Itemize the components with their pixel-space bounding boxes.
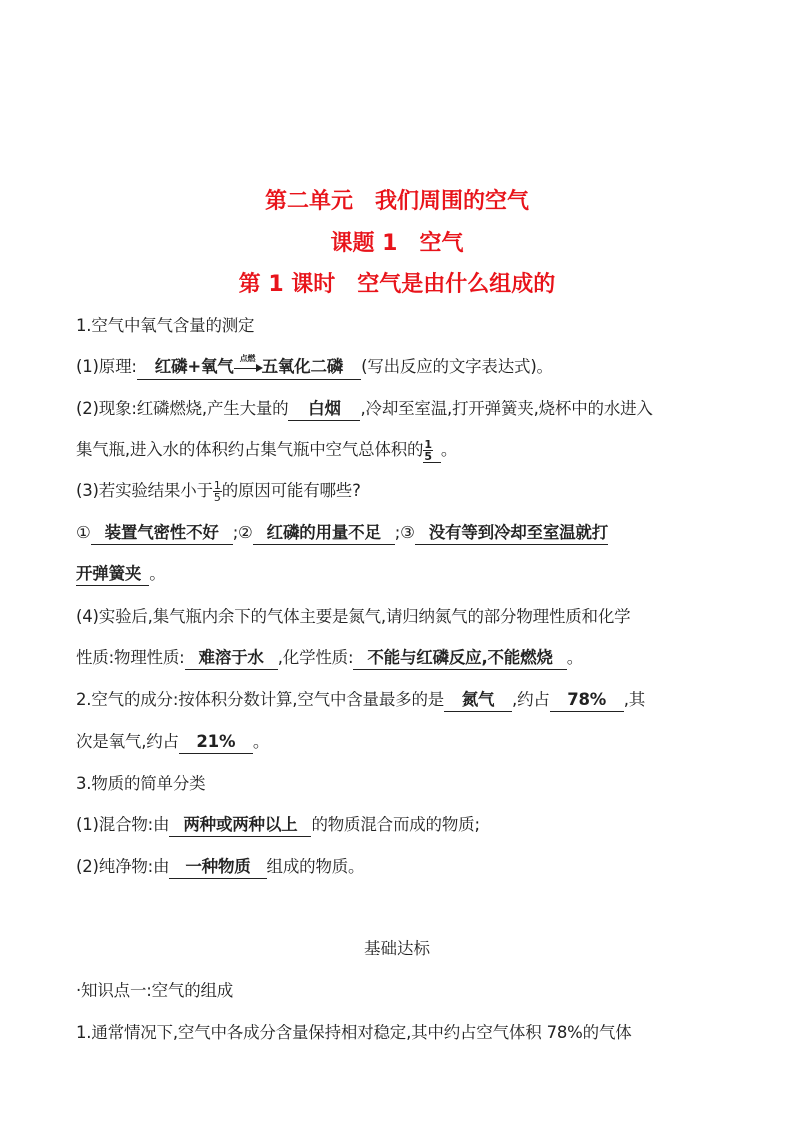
reasons-line: ① 装置气密性不好 ;② 红磷的用量不足 ;③ 没有等到冷却至室温就打 — [76, 520, 608, 546]
principle-answer: 红磷+氧气 点燃 五氧化二磷 — [137, 356, 361, 380]
fraction-one-fifth-question: $\frac{1}{5}$ — [213, 479, 221, 504]
section-2-line: 2.空气的成分:按体积分数计算,空气中含量最多的是 氮气 ,约占 78% ,其 — [76, 687, 645, 713]
reasons-line-2: 开弹簧夹 。 — [76, 561, 166, 587]
section-1-heading: 1.空气中氧气含量的测定 — [76, 316, 255, 335]
question-1: 1.通常情况下,空气中各成分含量保持相对稳定,其中约占空气体积 78%的气体 — [76, 1023, 632, 1042]
mixture-answer: 两种或两种以上 — [169, 814, 311, 837]
section-3-heading: 3.物质的简单分类 — [76, 774, 206, 793]
practice-heading: 基础达标 — [364, 939, 430, 958]
principle-line: (1)原理: 红磷+氧气 点燃 五氧化二磷 (写出反应的文字表达式)。 — [76, 354, 553, 380]
mixture-line: (1)混合物:由 两种或两种以上 的物质混合而成的物质; — [76, 812, 480, 838]
phenomenon-line-2: 集气瓶,进入水的体积约占集气瓶中空气总体积的 $\frac{1}{5}$ 。 — [76, 438, 458, 463]
pure-substance-line: (2)纯净物:由 一种物质 组成的物质。 — [76, 854, 364, 880]
lesson-title: 第 1 课时 空气是由什么组成的 — [238, 272, 556, 297]
reaction-arrow: 点燃 — [234, 357, 262, 379]
nitrogen-line: (4)实验后,集气瓶内余下的气体主要是氮气,请归纳氮气的部分物理性质和化学 — [76, 607, 631, 626]
topic-title: 课题 1 空气 — [330, 231, 464, 256]
fraction-one-fifth: $\frac{1}{5}$ — [424, 438, 432, 463]
reason-3-answer-cont: 开弹簧夹 — [76, 563, 149, 586]
nitrogen-percent-answer: 78% — [550, 689, 624, 712]
white-smoke-answer: 白烟 — [288, 398, 360, 421]
reason-3-answer: 没有等到冷却至室温就打 — [415, 522, 608, 545]
physical-property-answer: 难溶于水 — [185, 647, 278, 670]
knowledge-point: ·知识点一:空气的组成 — [76, 981, 234, 1000]
reason-1-answer: 装置气密性不好 — [91, 522, 233, 545]
section-2-line-2: 次是氧气,约占 21% 。 — [76, 729, 269, 755]
phenomenon-line: (2)现象:红磷燃烧,产生大量的 白烟 ,冷却至室温,打开弹簧夹,烧杯中的水进入 — [76, 396, 653, 422]
chemical-property-answer: 不能与红磷反应,不能燃烧 — [353, 647, 566, 670]
pure-substance-answer: 一种物质 — [169, 856, 266, 879]
unit-title: 第二单元 我们周围的空气 — [264, 189, 529, 214]
question-3-line: (3)若实验结果小于 $\frac{1}{5}$ 的原因可能有哪些? — [76, 479, 361, 504]
reason-2-answer: 红磷的用量不足 — [253, 522, 395, 545]
oxygen-percent-answer: 21% — [179, 731, 253, 754]
nitrogen-properties-line: 性质:物理性质: 难溶于水 ,化学性质: 不能与红磷反应,不能燃烧 。 — [76, 645, 583, 671]
fraction-answer — [423, 439, 440, 463]
most-abundant-answer: 氮气 — [444, 689, 512, 712]
